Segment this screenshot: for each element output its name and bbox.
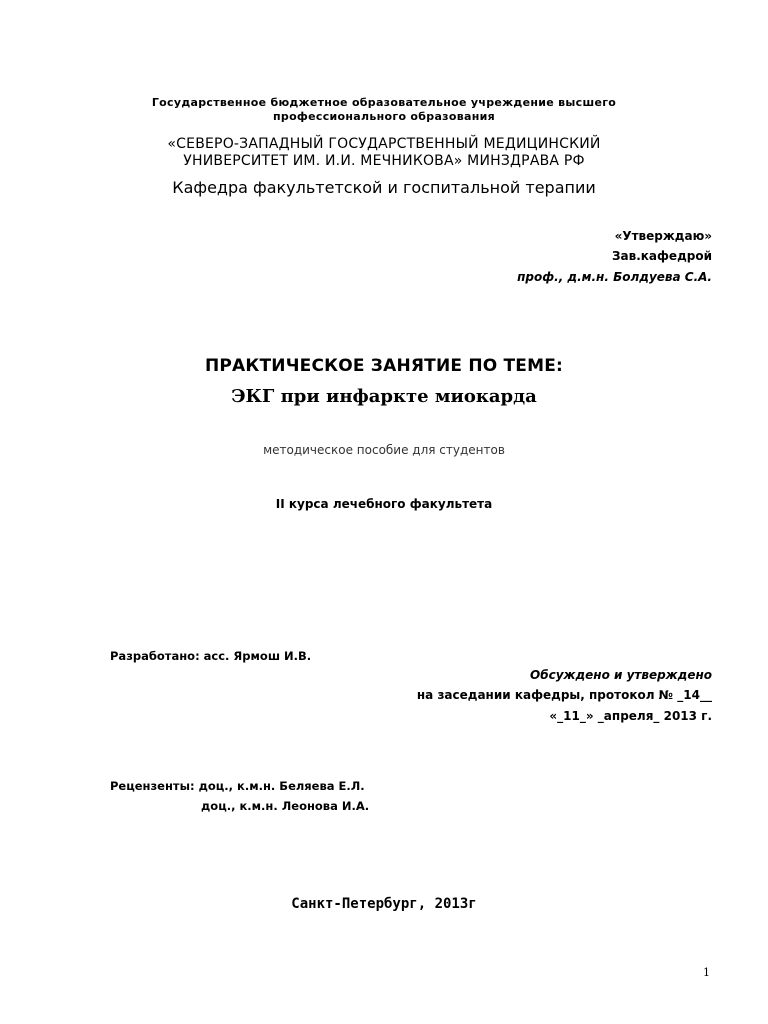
department-name: Кафедра факультетской и госпитальной терапии — [172, 178, 596, 197]
approval-title: «Утверждаю» — [614, 229, 712, 243]
page-title: ПРАКТИЧЕСКОЕ ЗАНЯТИЕ ПО ТЕМЕ: — [204, 356, 564, 376]
discussion-line-1: Обсуждено и утверждено — [530, 668, 712, 682]
city-year: Санкт-Петербург, 2013г — [291, 896, 477, 912]
course-info: II курса лечебного факультета — [275, 497, 493, 511]
approval-position: Зав.кафедрой — [612, 249, 712, 263]
university-name-line-2: УНИВЕРСИТЕТ ИМ. И.И. МЕЧНИКОВА» МИНЗДРАВА РФ — [183, 153, 585, 169]
approval-signatory: проф., д.м.н. Болдуева С.А. — [517, 270, 712, 284]
reviewers-line-1: Рецензенты: доц., к.м.н. Беляева Е.Л. — [110, 779, 365, 793]
reviewers-line-2: доц., к.м.н. Леонова И.А. — [201, 799, 370, 813]
document-type: методическое пособие для студентов — [263, 443, 505, 457]
institution-line-1: Государственное бюджетное образовательное учреждение высшего — [151, 96, 617, 109]
institution-line-2: профессионального образования — [273, 110, 495, 123]
page-number: 1 — [703, 966, 710, 979]
discussion-line-2: на заседании кафедры, протокол № _14__ — [416, 688, 712, 702]
discussion-date: «_11_» _апреля_ 2013 г. — [549, 709, 712, 723]
developed-by: Разработано: асс. Ярмош И.В. — [110, 649, 312, 663]
topic-title: ЭКГ при инфаркте миокарда — [231, 386, 537, 407]
university-name-line-1: «СЕВЕРО-ЗАПАДНЫЙ ГОСУДАРСТВЕННЫЙ МЕДИЦИНСКИЙ — [167, 136, 601, 152]
